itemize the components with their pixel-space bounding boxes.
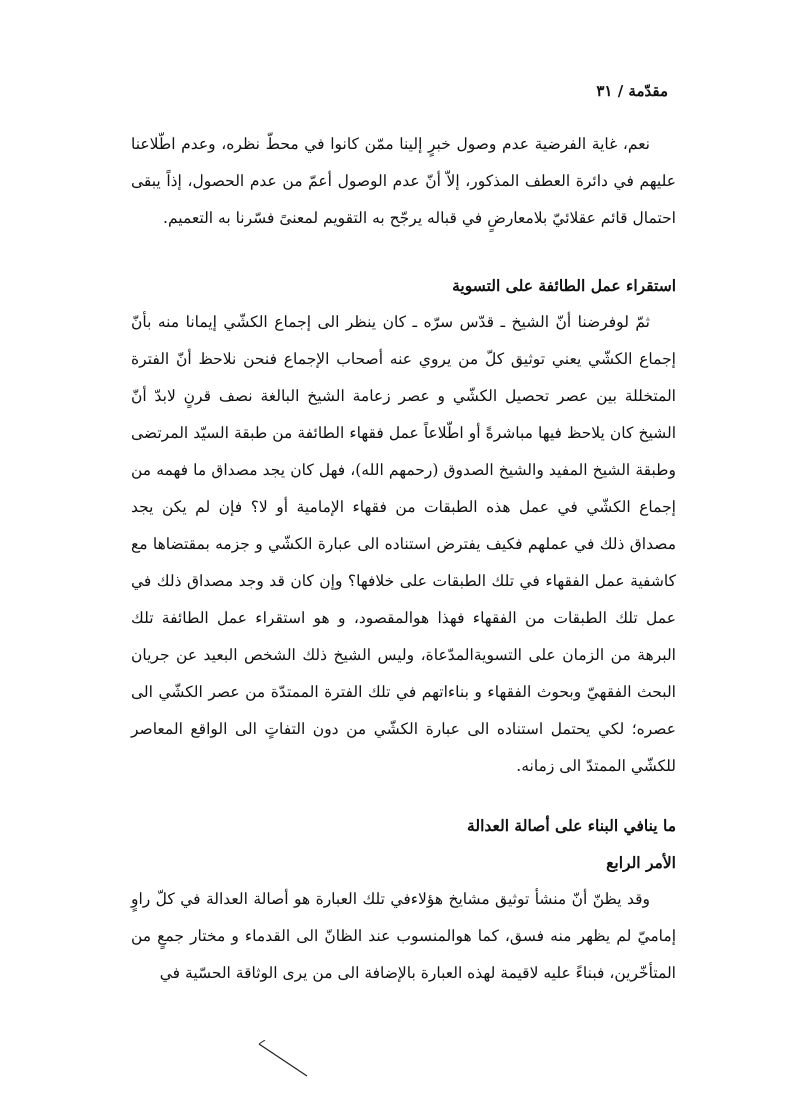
- section-heading-1: استقراء عمل الطائفة على التسوية: [452, 276, 676, 295]
- paragraph-1: نعم، غاية الفرضية عدم وصول خبرٍ إلينا ممّن كانوا في محطّ نظره، وعدم اطّلاعنا عليهم في دائرة العطف المذكور، إلاّ أنّ عدم الوصول أعمّ من عدم الحصول، إذاً يبقى احتمال قائم عقلائيّ بلامعارضٍ في قباله يرجّح به التقويم لمعنىً فسّرنا به التعميم.: [131, 135, 676, 227]
- paragraph-2: ثمّ لوفرضنا أنّ الشيخ ـ قدّس سرّه ـ كان ينظر الى إجماع الكشّي إيمانا منه بأنّ إجماع الكشّي يعني توثيق كلّ من يروي عنه أصحاب الإجماع فنحن نلاحظ أنّ الفترة المتخللة بين عصر تحصيل الكشّي و عصر زعامة الشيخ البالغة نصف قرنٍ لابدّ أنّ الشيخ كان يلاحظ فيها مباشرةً أو اطّلاعاً عمل فقهاء الطائفة من طبقة السيّد المرتضى وطبقة الشيخ المفيد والشيخ الصدوق (رحمهم الله)، فهل كان يجد مصداق ما فهمه من إجماع الكشّي في عمل هذه الطبقات من فقهاء الإمامية أو لا؟ فإن لم يكن يجد مصداق ذلك في عملهم فكيف يفترض استناده الى عبارة الكشّي و جزمه بمقتضاها مع كاشفية عمل الفقهاء في تلك الطبقات على خلافها؟ وإن كان قد وجد مصداق ذلك في عمل تلك الطبقات من الفقهاء فهذا هوالمقصود، و هو استقراء عمل الطائفة تلك البرهة من الزمان على التسويةالمدّعاة، وليس الشيخ ذلك الشخص البعيد عن جريان البحث الفقهيّ وبحوث الفقهاء و بناءاتهم في تلك الفترة الممتدّة من عصر الكشّي الى عصره؛ لكي يحتمل استناده الى عبارة الكشّي من دون التفاتٍ الى الواقع المعاصر للكشّي الممتدّ الى زمانه.: [131, 313, 676, 775]
- section-spacer: [131, 237, 676, 267]
- pen-stroke-mark: [255, 1040, 315, 1080]
- running-header: مقدّمة / ٣١: [596, 82, 668, 100]
- subsection-heading: الأمر الرابع: [606, 853, 676, 872]
- page-body: [131, 126, 676, 992]
- section-heading-2: ما ينافي البناء على أصالة العدالة: [467, 816, 676, 835]
- section-spacer: [131, 785, 676, 807]
- paragraph-3: وقد يظنّ أنّ منشأ توثيق مشايخ هؤلاءفي تلك العبارة هو أصالة العدالة في كلّ راوٍ إماميّ لم يظهر منه فسق، كما هوالمنسوب عند الظانّ الى القدماء و مختار جمعٍ من المتأخّرين، فبناءً عليه لاقيمة لهذه العبارة بالإضافة الى من يرى الوثاقة الحسّية في: [131, 890, 676, 982]
